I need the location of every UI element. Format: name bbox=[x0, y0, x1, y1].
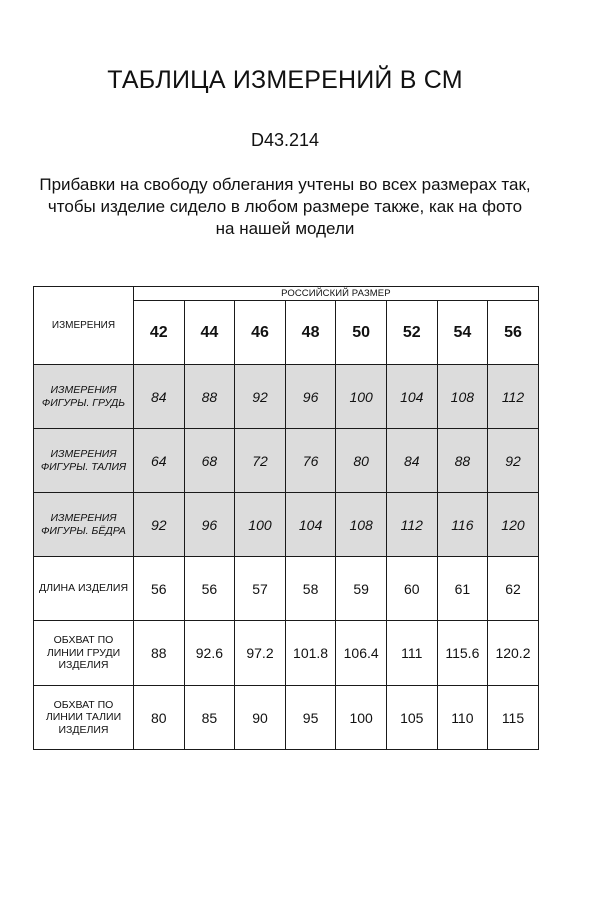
table-cell: 112 bbox=[386, 493, 437, 557]
table-cell: 100 bbox=[336, 365, 387, 429]
row-label: ОБХВАТ ПО ЛИНИИ ТАЛИИ ИЗДЕЛИЯ bbox=[34, 686, 134, 750]
size-header: 42 bbox=[134, 301, 185, 365]
table-cell: 84 bbox=[134, 365, 185, 429]
table-cell: 56 bbox=[184, 557, 235, 621]
table-cell: 80 bbox=[134, 686, 185, 750]
row-label: ДЛИНА ИЗДЕЛИЯ bbox=[34, 557, 134, 621]
table-cell: 115 bbox=[488, 686, 539, 750]
table-cell: 90 bbox=[235, 686, 286, 750]
table-cell: 108 bbox=[437, 365, 488, 429]
table-cell: 61 bbox=[437, 557, 488, 621]
page-title: ТАБЛИЦА ИЗМЕРЕНИЙ В СМ bbox=[107, 66, 463, 94]
table-cell: 100 bbox=[235, 493, 286, 557]
fit-note-line: Прибавки на свободу облегания учтены во всех размерах так, bbox=[39, 175, 531, 194]
table-row bbox=[34, 493, 539, 557]
table-cell: 80 bbox=[336, 429, 387, 493]
table-cell: 116 bbox=[437, 493, 488, 557]
table-cell: 120.2 bbox=[488, 621, 539, 686]
size-header: 46 bbox=[235, 301, 286, 365]
table-cell: 64 bbox=[134, 429, 185, 493]
table-cell: 96 bbox=[285, 365, 336, 429]
table-cell: 92 bbox=[134, 493, 185, 557]
size-header: 54 bbox=[437, 301, 488, 365]
table-cell: 111 bbox=[386, 621, 437, 686]
table-cell: 104 bbox=[386, 365, 437, 429]
table-cell: 101.8 bbox=[285, 621, 336, 686]
table-cell: 76 bbox=[285, 429, 336, 493]
size-header: 56 bbox=[488, 301, 539, 365]
table-row bbox=[34, 429, 539, 493]
table-cell: 115.6 bbox=[437, 621, 488, 686]
row-label: ОБХВАТ ПО ЛИНИИ ГРУДИ ИЗДЕЛИЯ bbox=[34, 621, 134, 686]
table-cell: 88 bbox=[437, 429, 488, 493]
size-header: 44 bbox=[184, 301, 235, 365]
table-cell: 108 bbox=[336, 493, 387, 557]
row-label: ИЗМЕРЕНИЯ ФИГУРЫ. ГРУДЬ bbox=[34, 365, 134, 429]
table-cell: 88 bbox=[184, 365, 235, 429]
table-cell: 62 bbox=[488, 557, 539, 621]
table-cell: 110 bbox=[437, 686, 488, 750]
table-cell: 58 bbox=[285, 557, 336, 621]
table-cell: 57 bbox=[235, 557, 286, 621]
article-code: D43.214 bbox=[250, 130, 320, 150]
table-cell: 60 bbox=[386, 557, 437, 621]
corner-label: ИЗМЕРЕНИЯ bbox=[34, 287, 134, 365]
table-cell: 104 bbox=[285, 493, 336, 557]
fit-note-line: чтобы изделие сидело в любом размере также, как на фото bbox=[47, 197, 523, 216]
size-chart-table bbox=[33, 286, 539, 750]
size-header: 48 bbox=[285, 301, 336, 365]
row-label: ИЗМЕРЕНИЯ ФИГУРЫ. БЁДРА bbox=[34, 493, 134, 557]
fit-note-line: на нашей модели bbox=[215, 219, 355, 238]
table-cell: 97.2 bbox=[235, 621, 286, 686]
table-row bbox=[34, 686, 539, 750]
table-row bbox=[34, 621, 539, 686]
table-cell: 68 bbox=[184, 429, 235, 493]
table-cell: 92 bbox=[235, 365, 286, 429]
size-header: 52 bbox=[386, 301, 437, 365]
table-cell: 92 bbox=[488, 429, 539, 493]
table-cell: 56 bbox=[134, 557, 185, 621]
table-row bbox=[34, 557, 539, 621]
table-cell: 72 bbox=[235, 429, 286, 493]
table-cell: 120 bbox=[488, 493, 539, 557]
table-cell: 84 bbox=[386, 429, 437, 493]
size-system-label: РОССИЙСКИЙ РАЗМЕР bbox=[134, 287, 539, 301]
table-row bbox=[34, 365, 539, 429]
table-cell: 106.4 bbox=[336, 621, 387, 686]
fit-note bbox=[20, 174, 550, 240]
row-label: ИЗМЕРЕНИЯ ФИГУРЫ. ТАЛИЯ bbox=[34, 429, 134, 493]
table-cell: 85 bbox=[184, 686, 235, 750]
table-cell: 92.6 bbox=[184, 621, 235, 686]
table-cell: 88 bbox=[134, 621, 185, 686]
size-header: 50 bbox=[336, 301, 387, 365]
table-cell: 59 bbox=[336, 557, 387, 621]
table-header-row bbox=[34, 287, 539, 301]
table-cell: 96 bbox=[184, 493, 235, 557]
table-cell: 95 bbox=[285, 686, 336, 750]
table-cell: 105 bbox=[386, 686, 437, 750]
table-cell: 100 bbox=[336, 686, 387, 750]
table-cell: 112 bbox=[488, 365, 539, 429]
